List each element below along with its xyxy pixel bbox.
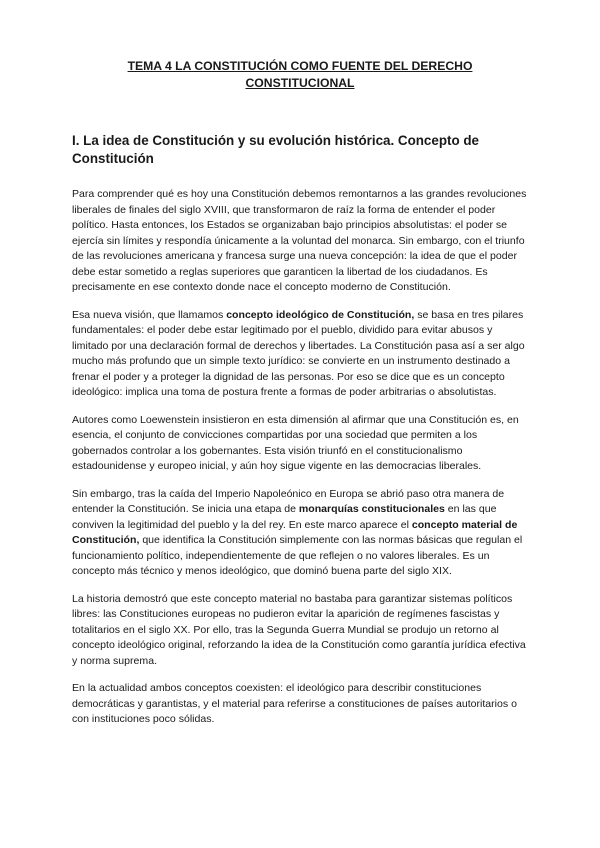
bold-term: monarquías constitucionales xyxy=(298,503,445,515)
paragraph-text: Sin embargo, tras la caída del Imperio Napoleónico en Europa se abrió paso otra manera de entender la Constitución. Se inicia una etapa de xyxy=(72,487,505,515)
paragraph-6 xyxy=(72,681,528,728)
paragraph-5 xyxy=(72,592,528,670)
paragraph-text: La historia demostró que este concepto material no bastaba para garantizar sistemas políticos libres: las Constituciones europeas no pudieron evitar la aparición de regímenes fascistas y totalitarios en el siglo XX. Por ello, tras la Segunda Guerra Mundial se produjo un retorno al concepto ideológico original, reforzando la idea de la Constitución como garantía jurídica efectiva y norma suprema. xyxy=(72,592,526,667)
document-title: TEMA 4 LA CONSTITUCIÓN COMO FUENTE DEL DERECHO CONSTITUCIONAL xyxy=(127,59,473,90)
paragraph-text: se basa en tres pilares fundamentales: el poder debe estar legitimado por el pueblo, dividido para evitar abusos y limitado por una declaración formal de derechos y libertades. La Constitución pasa así a ser algo mucho más profundo que un simple texto jurídico: se convierte en un instrumento destinado a frenar el poder y a proteger la dignidad de las personas. Por eso se dice que es un concepto ideológico: implica una toma de postura frente a formas de poder arbitrarias o absolutistas. xyxy=(72,308,525,398)
paragraph-text: Para comprender qué es hoy una Constitución debemos remontarnos a las grandes revoluciones liberales de finales del siglo XVIII, que transformaron de raíz la forma de entender el poder político. Hasta entonces, los Estados se organizaban bajo principios absolutistas: el poder se ejercía sin límites y respondía únicamente a la voluntad del monarca. Sin embargo, con el triunfo de las revoluciones americana y francesa surge una nueva concepción: la idea de que el poder debe estar sometido a reglas superiores que garanticen la libertad de los ciudadanos. Es precisamente en ese contexto donde nace el concepto moderno de Constitución. xyxy=(72,188,527,293)
paragraph-text: en las que conviven la legitimidad del pueblo y la del rey. En este marco aparece el xyxy=(72,503,497,531)
bold-term: concepto material de Constitución, xyxy=(72,518,518,546)
paragraph-text: En la actualidad ambos conceptos coexisten: el ideológico para describir constituciones democráticas y garantistas, y el material para referirse a constituciones de países autoritarios o con instituciones poco sólidas. xyxy=(72,682,517,725)
paragraph-text: Esa nueva visión, que llamamos xyxy=(72,308,227,321)
bold-term: concepto ideológico de Constitución, xyxy=(226,308,415,321)
paragraph-3 xyxy=(72,413,528,475)
paragraph-2 xyxy=(72,308,528,401)
paragraph-text: que identifica la Constitución simplemente con las normas básicas que regulan el funcionamiento político, independientemente de que reflejen o no valores liberales. Es un concepto más técnico y menos ideológico, que dominó buena parte del siglo XIX. xyxy=(72,534,523,577)
paragraph-4 xyxy=(72,487,528,580)
paragraph-1 xyxy=(72,187,528,296)
section-heading: I. La idea de Constitución y su evolución histórica. Concepto de Constitución xyxy=(72,133,479,166)
paragraph-text: Autores como Loewenstein insistieron en esta dimensión al afirmar que una Constitución es, en esencia, el conjunto de convicciones compartidas por una sociedad que permiten a los gobernados controlar a los gobernantes. Esta visión triunfó en el constitucionalismo estadounidense y europeo inicial, y aún hoy sigue vigente en las democracias liberales. xyxy=(72,413,519,472)
